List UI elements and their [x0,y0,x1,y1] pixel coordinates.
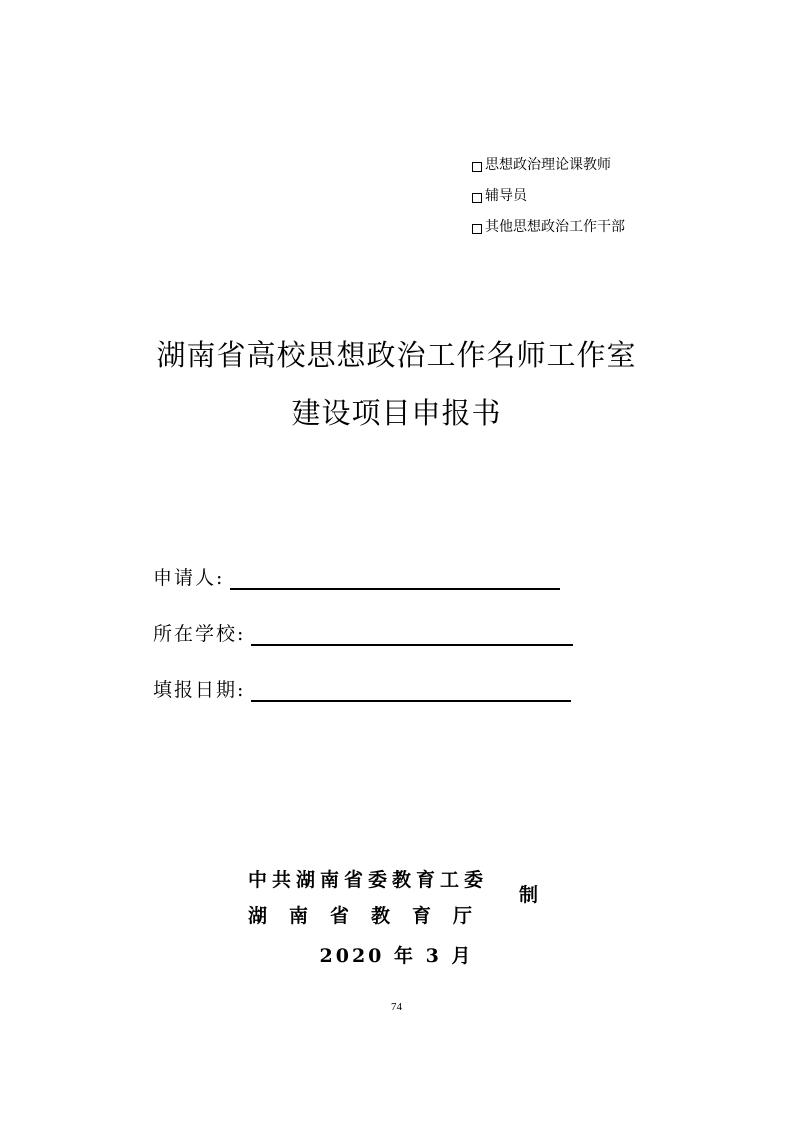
applicant-label: 申请人: [153,567,225,589]
checkbox-icon[interactable] [472,162,482,172]
school-input-line[interactable] [251,620,573,646]
checkbox-icon[interactable] [472,224,482,234]
fill-date-field [153,675,571,702]
issuing-organizations [248,862,494,934]
school-label: 所在学校: [153,623,246,645]
issuer-line-2: 湖南省教育厅 [248,905,495,927]
category-label: 思想政治理论课教师 [485,157,611,173]
category-label: 辅导员 [485,188,527,204]
category-option-other-staff[interactable] [472,212,625,243]
document-title-line-2: 建设项目申报书 [291,396,502,430]
issuer-suffix: 制 [519,884,539,906]
category-option-ideology-teacher[interactable] [472,150,625,181]
applicant-field [153,563,560,590]
personnel-category-list [472,150,625,243]
page-number: 74 [391,1001,402,1013]
fill-date-label: 填报日期: [153,679,246,701]
fill-date-input-line[interactable] [251,676,571,702]
checkbox-icon[interactable] [472,193,482,203]
applicant-input-line[interactable] [230,564,560,590]
issuer-line-1: 中共湖南省委教育工委 [248,869,489,891]
category-option-counselor[interactable] [472,181,625,212]
school-field [153,619,573,646]
document-title-line-1: 湖南省高校思想政治工作名师工作室 [156,338,637,372]
category-label: 其他思想政治工作干部 [485,219,625,235]
issue-date: 2020 年 3 月 [319,945,474,967]
